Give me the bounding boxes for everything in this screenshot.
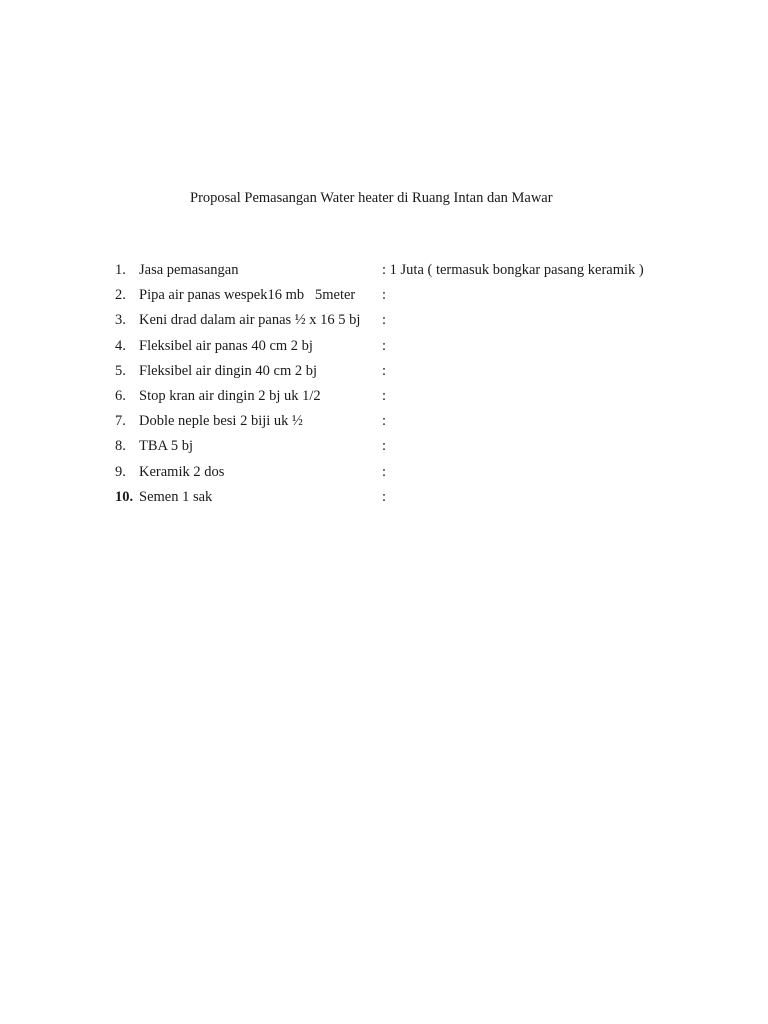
item-number: 4.	[115, 337, 126, 354]
item-number: 1.	[115, 262, 126, 278]
list-item	[0, 412, 768, 437]
item-number: 9.	[115, 463, 126, 480]
list-item	[0, 337, 768, 362]
item-number: 2.	[115, 287, 126, 304]
item-value: :	[382, 337, 387, 354]
list-item	[0, 387, 768, 412]
item-description: Doble neple besi 2 biji uk ½	[139, 413, 303, 430]
list-item	[0, 488, 768, 513]
item-number: 5.	[115, 362, 126, 379]
item-value: :	[382, 287, 387, 304]
list-item	[0, 261, 768, 286]
item-value: :	[382, 488, 387, 505]
item-value: :	[382, 413, 387, 430]
item-value: :	[382, 362, 387, 379]
item-description: Stop kran air dingin 2 bj uk 1/2	[139, 387, 321, 404]
item-value: : 1 Juta ( termasuk bongkar pasang keramik )	[382, 262, 644, 278]
item-number: 6.	[115, 387, 126, 404]
item-description: Keni drad dalam air panas ½ x 16 5 bj	[139, 312, 361, 329]
list-item	[0, 286, 768, 311]
item-description: TBA 5 bj	[139, 438, 193, 455]
list-item	[0, 463, 768, 488]
item-value: :	[382, 463, 387, 480]
item-list	[0, 261, 768, 513]
item-description: Jasa pemasangan	[139, 262, 239, 278]
item-description: Fleksibel air panas 40 cm 2 bj	[139, 337, 313, 354]
list-item	[0, 437, 768, 462]
item-number: 8.	[115, 438, 126, 455]
item-description: Fleksibel air dingin 40 cm 2 bj	[139, 362, 318, 379]
item-value: :	[382, 312, 387, 329]
item-number: 3.	[115, 312, 126, 329]
item-value: :	[382, 438, 387, 455]
item-description: Semen 1 sak	[139, 488, 213, 505]
item-number: 10.	[115, 488, 134, 505]
item-number: 7.	[115, 413, 126, 430]
item-value: :	[382, 387, 387, 404]
list-item	[0, 311, 768, 336]
document-title: Proposal Pemasangan Water heater di Ruang Intan dan Mawar	[190, 190, 553, 206]
item-description: Keramik 2 dos	[139, 463, 225, 480]
item-description: Pipa air panas wespek16 mb 5meter	[139, 287, 356, 304]
list-item	[0, 362, 768, 387]
